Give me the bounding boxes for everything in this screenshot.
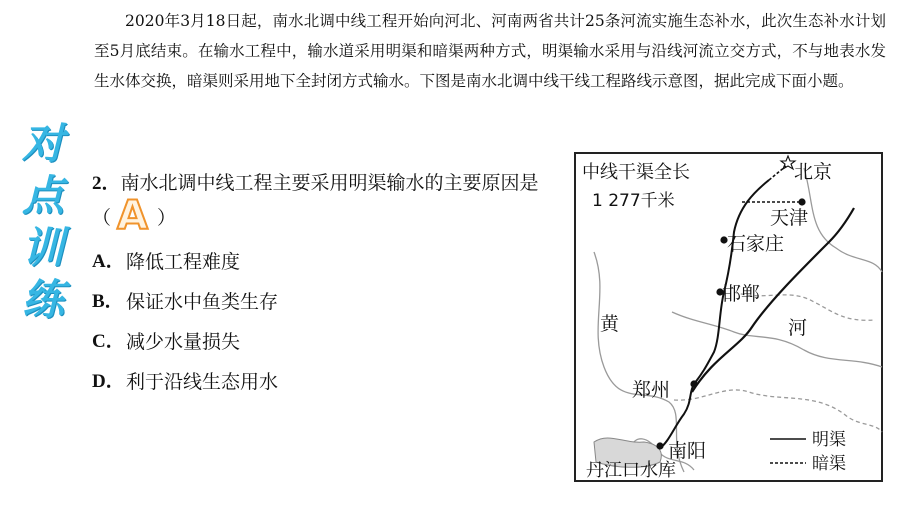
side-label-char: 对: [21, 119, 64, 168]
legend-open-label: 明渠: [812, 430, 846, 450]
side-label-char: 点: [21, 171, 64, 220]
question-number: 2．: [92, 173, 121, 194]
nanyang-dot: [656, 442, 663, 449]
option-letter: A．: [92, 251, 125, 272]
map-title-line2: 1 277千米: [592, 191, 675, 211]
zhengzhou-dot: [690, 380, 697, 387]
option-text: 降低工程难度: [126, 251, 241, 273]
route-map-svg: [574, 152, 883, 482]
city-label-zhengzhou: 郑州: [632, 379, 671, 401]
river-label-huang: 黄: [600, 313, 620, 335]
question-stem: [92, 166, 544, 239]
city-label-handan: 邯郸: [722, 283, 761, 305]
reservoir-label: 丹江口水库: [586, 460, 676, 481]
answer-slot: [111, 193, 157, 239]
tianjin-dot: [798, 198, 805, 205]
city-label-shijiazhuang: 石家庄: [727, 233, 785, 255]
side-label-practice: [18, 118, 68, 326]
city-label-nanyang: 南阳: [668, 440, 707, 462]
option-letter: C．: [92, 331, 125, 352]
answer-mark: A: [117, 193, 148, 239]
question-block: [92, 166, 552, 403]
option-text: 利于沿线生态用水: [126, 371, 279, 393]
intro-paragraph: 2020年3月18日起，南水北调中线工程开始向河北、河南两省共计25条河流实施生态补水，此次生态补水计划至5月底结束。在输水工程中，输水道采用明渠和暗渠两种方式，明渠输水采用与沿线河流立交方式，不与地表水发生水体交换，暗渠则采用地下全封闭方式输水。下图是南水北调中线干线工程路线示意图，据此完成下面小题。: [94, 12, 886, 90]
question-stem-close: ）: [157, 207, 177, 229]
option-b[interactable]: [92, 283, 552, 323]
river-label-he: 河: [788, 317, 808, 339]
question-stem-text: 南水北调中线工程主要采用明渠输水的主要原因是（: [92, 172, 539, 229]
legend-covered-label: 暗渠: [812, 454, 846, 474]
option-text: 保证水中鱼类生存: [126, 291, 279, 313]
option-a[interactable]: [92, 243, 552, 283]
option-text: 减少水量损失: [126, 331, 241, 353]
city-label-tianjin: 天津: [770, 207, 809, 229]
city-label-beijing: 北京: [794, 161, 833, 183]
option-letter: B．: [92, 291, 124, 312]
options-list: [92, 243, 552, 403]
side-label-char: 训: [21, 223, 64, 272]
route-map: [574, 152, 883, 482]
option-d[interactable]: [92, 363, 552, 403]
option-letter: D．: [92, 371, 125, 392]
map-title-line1: 中线干渠全长: [582, 162, 690, 183]
side-label-char: 练: [21, 275, 64, 324]
option-c[interactable]: [92, 323, 552, 363]
